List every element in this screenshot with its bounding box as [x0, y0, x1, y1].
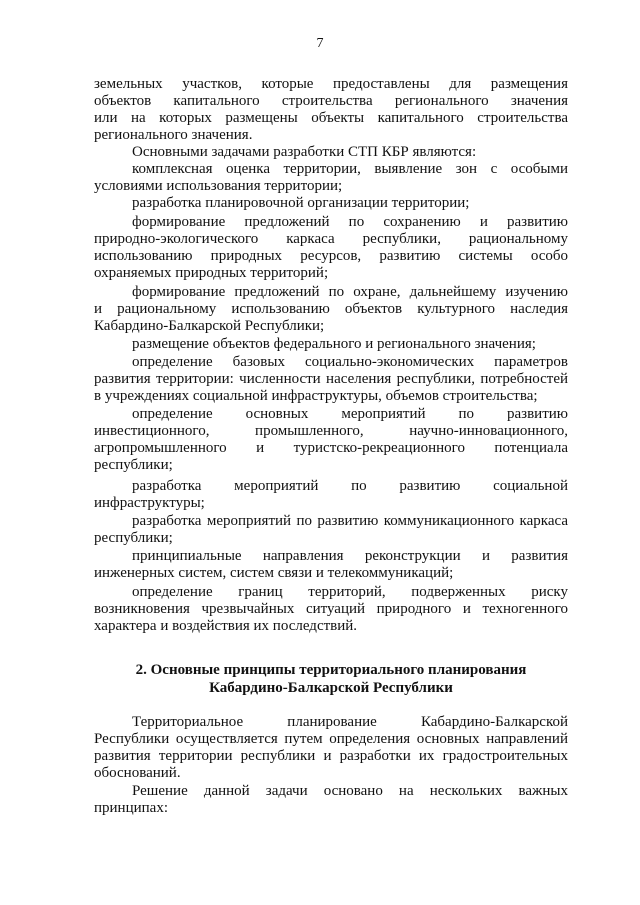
text-line: разработка планировочной организации территории; — [132, 195, 470, 211]
text-line: Кабардино-Балкарской Республики; — [94, 318, 325, 334]
text-line: объектов капитального строительства регионального значения — [94, 93, 568, 109]
text-line: развития территории: численности населения республики, потребностей — [94, 371, 568, 387]
text-line: и рациональному использованию объектов культурного наследия — [94, 301, 568, 317]
text-line: комплексная оценка территории, выявление зон с особыми — [132, 161, 568, 177]
text-line: республики; — [94, 457, 173, 473]
text-line: инфраструктуры; — [94, 495, 205, 511]
text-line: инженерных систем, систем связи и телекоммуникаций; — [94, 565, 454, 581]
text-line: земельных участков, которые предоставлены для размещения — [94, 76, 568, 92]
text-line: определение границ территорий, подверженных риску — [132, 584, 568, 600]
text-line: развития территории республики и разработки их градостроительных — [94, 748, 568, 764]
section-title: 2. Основные принципы территориального планирования — [135, 662, 527, 678]
text-line: агропромышленного и туристско-рекреационного потенциала — [94, 440, 568, 456]
text-line: размещение объектов федерального и регионального значения; — [132, 336, 536, 352]
text-line: или на которых размещены объекты капитального строительства — [94, 110, 568, 126]
text-line: принципах: — [94, 800, 168, 816]
text-line: формирование предложений по сохранению и развитию — [132, 214, 568, 230]
text-line: разработка мероприятий по развитию коммуникационного каркаса — [132, 513, 568, 529]
text-line: принципиальные направления реконструкции и развития — [132, 548, 568, 564]
text-line: определение базовых социально-экономических параметров — [132, 354, 568, 370]
text-line: инвестиционного, промышленного, научно-инновационного, — [94, 423, 568, 439]
text-line: природно-экологического каркаса республики, рациональному — [94, 231, 568, 247]
page-number: 7 — [316, 36, 324, 51]
text-line: Республики осуществляется путем определения основных направлений — [94, 731, 568, 747]
text-line: возникновения чрезвычайных ситуаций природного и техногенного — [94, 601, 568, 617]
text-line: Основными задачами разработки СТП КБР являются: — [132, 144, 477, 160]
text-line: республики; — [94, 530, 173, 546]
text-line: разработка мероприятий по развитию социальной — [132, 478, 568, 494]
text-line: обоснований. — [94, 765, 181, 781]
text-line: определение основных мероприятий по развитию — [132, 406, 568, 422]
section-title: Кабардино-Балкарской Республики — [209, 680, 453, 696]
text-line: в учреждениях социальной инфраструктуры, объемов строительства; — [94, 388, 538, 404]
text-line: характера и воздействия их последствий. — [94, 618, 358, 634]
text-line: Решение данной задачи основано на нескольких важных — [132, 783, 568, 799]
text-line: условиями использования территории; — [94, 178, 343, 194]
text-line: охраняемых природных территорий; — [94, 265, 329, 281]
text-line: Территориальное планирование Кабардино-Балкарской — [132, 714, 568, 730]
text-line: использованию природных ресурсов, развитию системы особо — [94, 248, 568, 264]
text-line: регионального значения. — [94, 127, 253, 143]
text-line: формирование предложений по охране, дальнейшему изучению — [132, 284, 568, 300]
